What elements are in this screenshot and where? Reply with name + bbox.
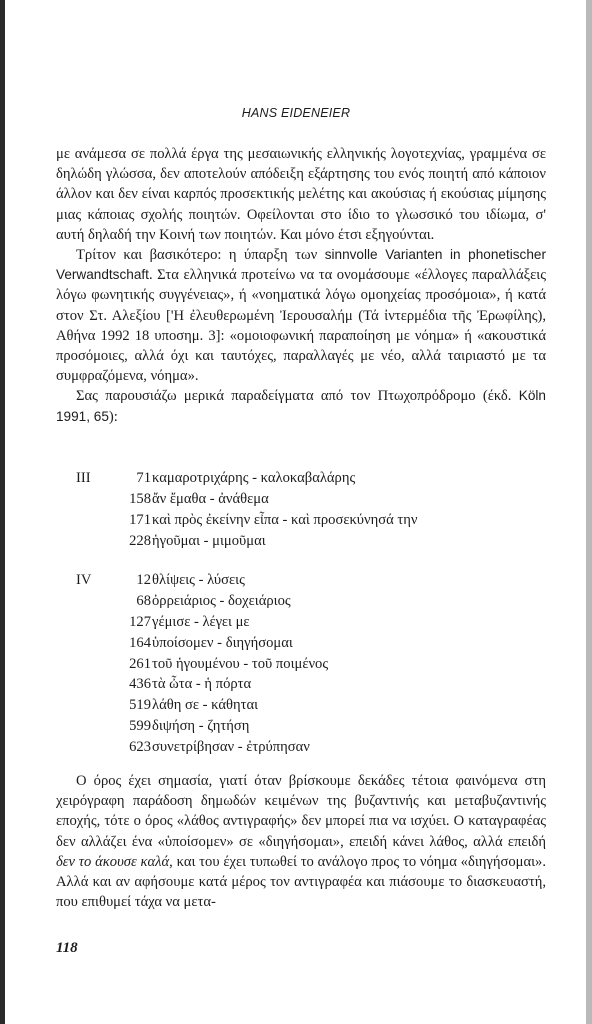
emphasis: δεν το άκουσε καλά: [56, 853, 170, 870]
list-item: [56, 512, 476, 533]
verse-number: 599: [129, 718, 151, 735]
running-header: HANS EIDENEIER: [241, 106, 351, 120]
verse-pair: ἄν ἔμαθα - ἀνάθεμα: [152, 490, 269, 507]
verse-pair: ἡγοῦμαι - μιμοῦμαι: [152, 532, 266, 549]
paragraph-third-point: Τρίτον και βασικότερο: η ύπαρξη των sinnvolle Varianten in phonetischer Verwandtschaft. Στα ελληνικά προτείνω να τα ονομάσουμε «έλλογες παραλλάξεις λόγω φωνητικής συγγένειας», ή «νοηματικά λόγω ομοηχείας προσόμοια», ή κατά στον Στ. Αλεξίου ['Η ἐλευθερωμένη Ἰερουσαλήμ (Τά ἰντερμέδια τῆς Ἐρωφίλης), Αθήνα 1992 18 υποσημ. 3]: «ομοιοφωνική παραποίηση με νόημα» ή «ακουστικά προσόμοιες, αλλά όχι και ταυτόχες, παραλλαγές με νέο, αλλά ταιριαστό με τα συμφραζόμενα, νόημα».: [56, 247, 546, 385]
verse-pair: καὶ πρὸς ἐκείνην εἶπα - καὶ προσεκύνησά την: [152, 511, 418, 528]
verse-pair: θλίψεις - λύσεις: [152, 572, 245, 588]
verse-number: 68: [136, 592, 151, 609]
list-item: [56, 697, 476, 718]
verse-number: 12: [136, 572, 151, 588]
book-label: III: [76, 470, 91, 486]
list-item: [56, 718, 476, 739]
verse-pair: γέμισε - λέγει με: [152, 613, 250, 630]
example-list-IV: [56, 572, 476, 760]
verse-number: 228: [129, 532, 151, 549]
verse-number: 436: [129, 676, 151, 693]
verse-number: 164: [129, 634, 151, 651]
verse-pair: καμαροτριχάρης - καλοκαβαλάρης: [152, 470, 356, 486]
verse-number: 171: [129, 511, 151, 528]
paragraph-continuation: με ανάμεσα σε πολλά έργα της μεσαιωνικής ελληνικής λογοτεχνίας, γραμμένα σε δηλώδη γλώσσα, δεν αποτελούν απόδειξη εξάρτησης του ενός ποιητή από κάποιον άλλον και δεν είναι καρπός προσεκτικής μελέτης και ακούσιας ή εκούσιας μίμησης μιας κάποιας σχολής ποιητών. Οφείλονται στο ίδιο το γλωσσικό του ιδίωμα, σ' αυτή δηλαδή την Κοινή των ποιητών. Και μόνο έτσι εξηγούνται.: [56, 146, 546, 243]
list-item: [56, 656, 476, 677]
book-label: IV: [76, 572, 92, 588]
verse-pair: ὀρρειάριος - δοχειάριος: [152, 592, 291, 609]
paragraph-examples-intro: Σας παρουσιάζω μερικά παραδείγματα από τον Πτωχοπρόδρομο (έκδ. Köln 1991, 65):: [56, 388, 546, 425]
list-item: [56, 491, 476, 512]
verse-pair: τοῦ ἡγουμένου - τοῦ ποιμένος: [152, 655, 329, 672]
list-item: [56, 739, 476, 760]
verse-pair: συνετρίβησαν - ἐτρύπησαν: [152, 739, 310, 756]
page-number: 118: [56, 940, 78, 956]
verse-pair: διψήση - ζητήση: [152, 718, 250, 735]
paragraph-conclusion: Ο όρος έχει σημασία, γιατί όταν βρίσκουμε δεκάδες τέτοια φαινόμενα στη χειρόγραφη παράδοση δημωδών κειμένων της βυζαντινής και μεταβυζαντινής εποχής, τότε ο όρος «λάθος αντιγραφής» δεν μπορεί πια να ισχύει. Ο καταγραφέας δεν αλλάζει ένα «ὑποίσομεν» σε «διηγήσομαι», επειδή κάνει λάθος, αλλά επειδή δεν το άκουσε καλά, και του έχει τυπωθεί το ανάλογο προς το νόημα «διηγήσομαι». Αλλά και αν αφήσουμε κατά μέρος τον αντιγραφέα και πιάσουμε το διασκευαστή, που επιθυμεί τάχα να μετα-: [56, 773, 546, 911]
body-text-bottom: [56, 771, 546, 912]
body-text-top: [56, 144, 546, 427]
list-item: [56, 614, 476, 635]
list-item: [56, 470, 476, 491]
scan-left-edge: [0, 0, 5, 1024]
verse-pair: ὑποίσομεν - διηγήσομαι: [152, 634, 293, 651]
verse-pair: τὰ ὦτα - ἡ πόρτα: [152, 676, 252, 693]
list-item: [56, 635, 476, 656]
verse-number: 519: [129, 697, 151, 714]
german-term: sinnvolle Varianten in phonetischer Verwandtschaft: [56, 247, 546, 283]
list-item: [56, 593, 476, 614]
verse-number: 71: [136, 470, 151, 486]
verse-number: 261: [129, 655, 151, 672]
list-item: [56, 676, 476, 697]
edition-reference: Köln 1991, 65: [56, 388, 546, 424]
scan-right-edge: [586, 0, 592, 1024]
verse-number: 158: [129, 490, 151, 507]
verse-number: 127: [129, 613, 151, 630]
example-list-III: [56, 470, 476, 554]
list-item: [56, 533, 476, 554]
verse-number: 623: [129, 739, 151, 756]
list-item: [56, 572, 476, 593]
verse-pair: λάθη σε - κάθηται: [152, 697, 259, 714]
